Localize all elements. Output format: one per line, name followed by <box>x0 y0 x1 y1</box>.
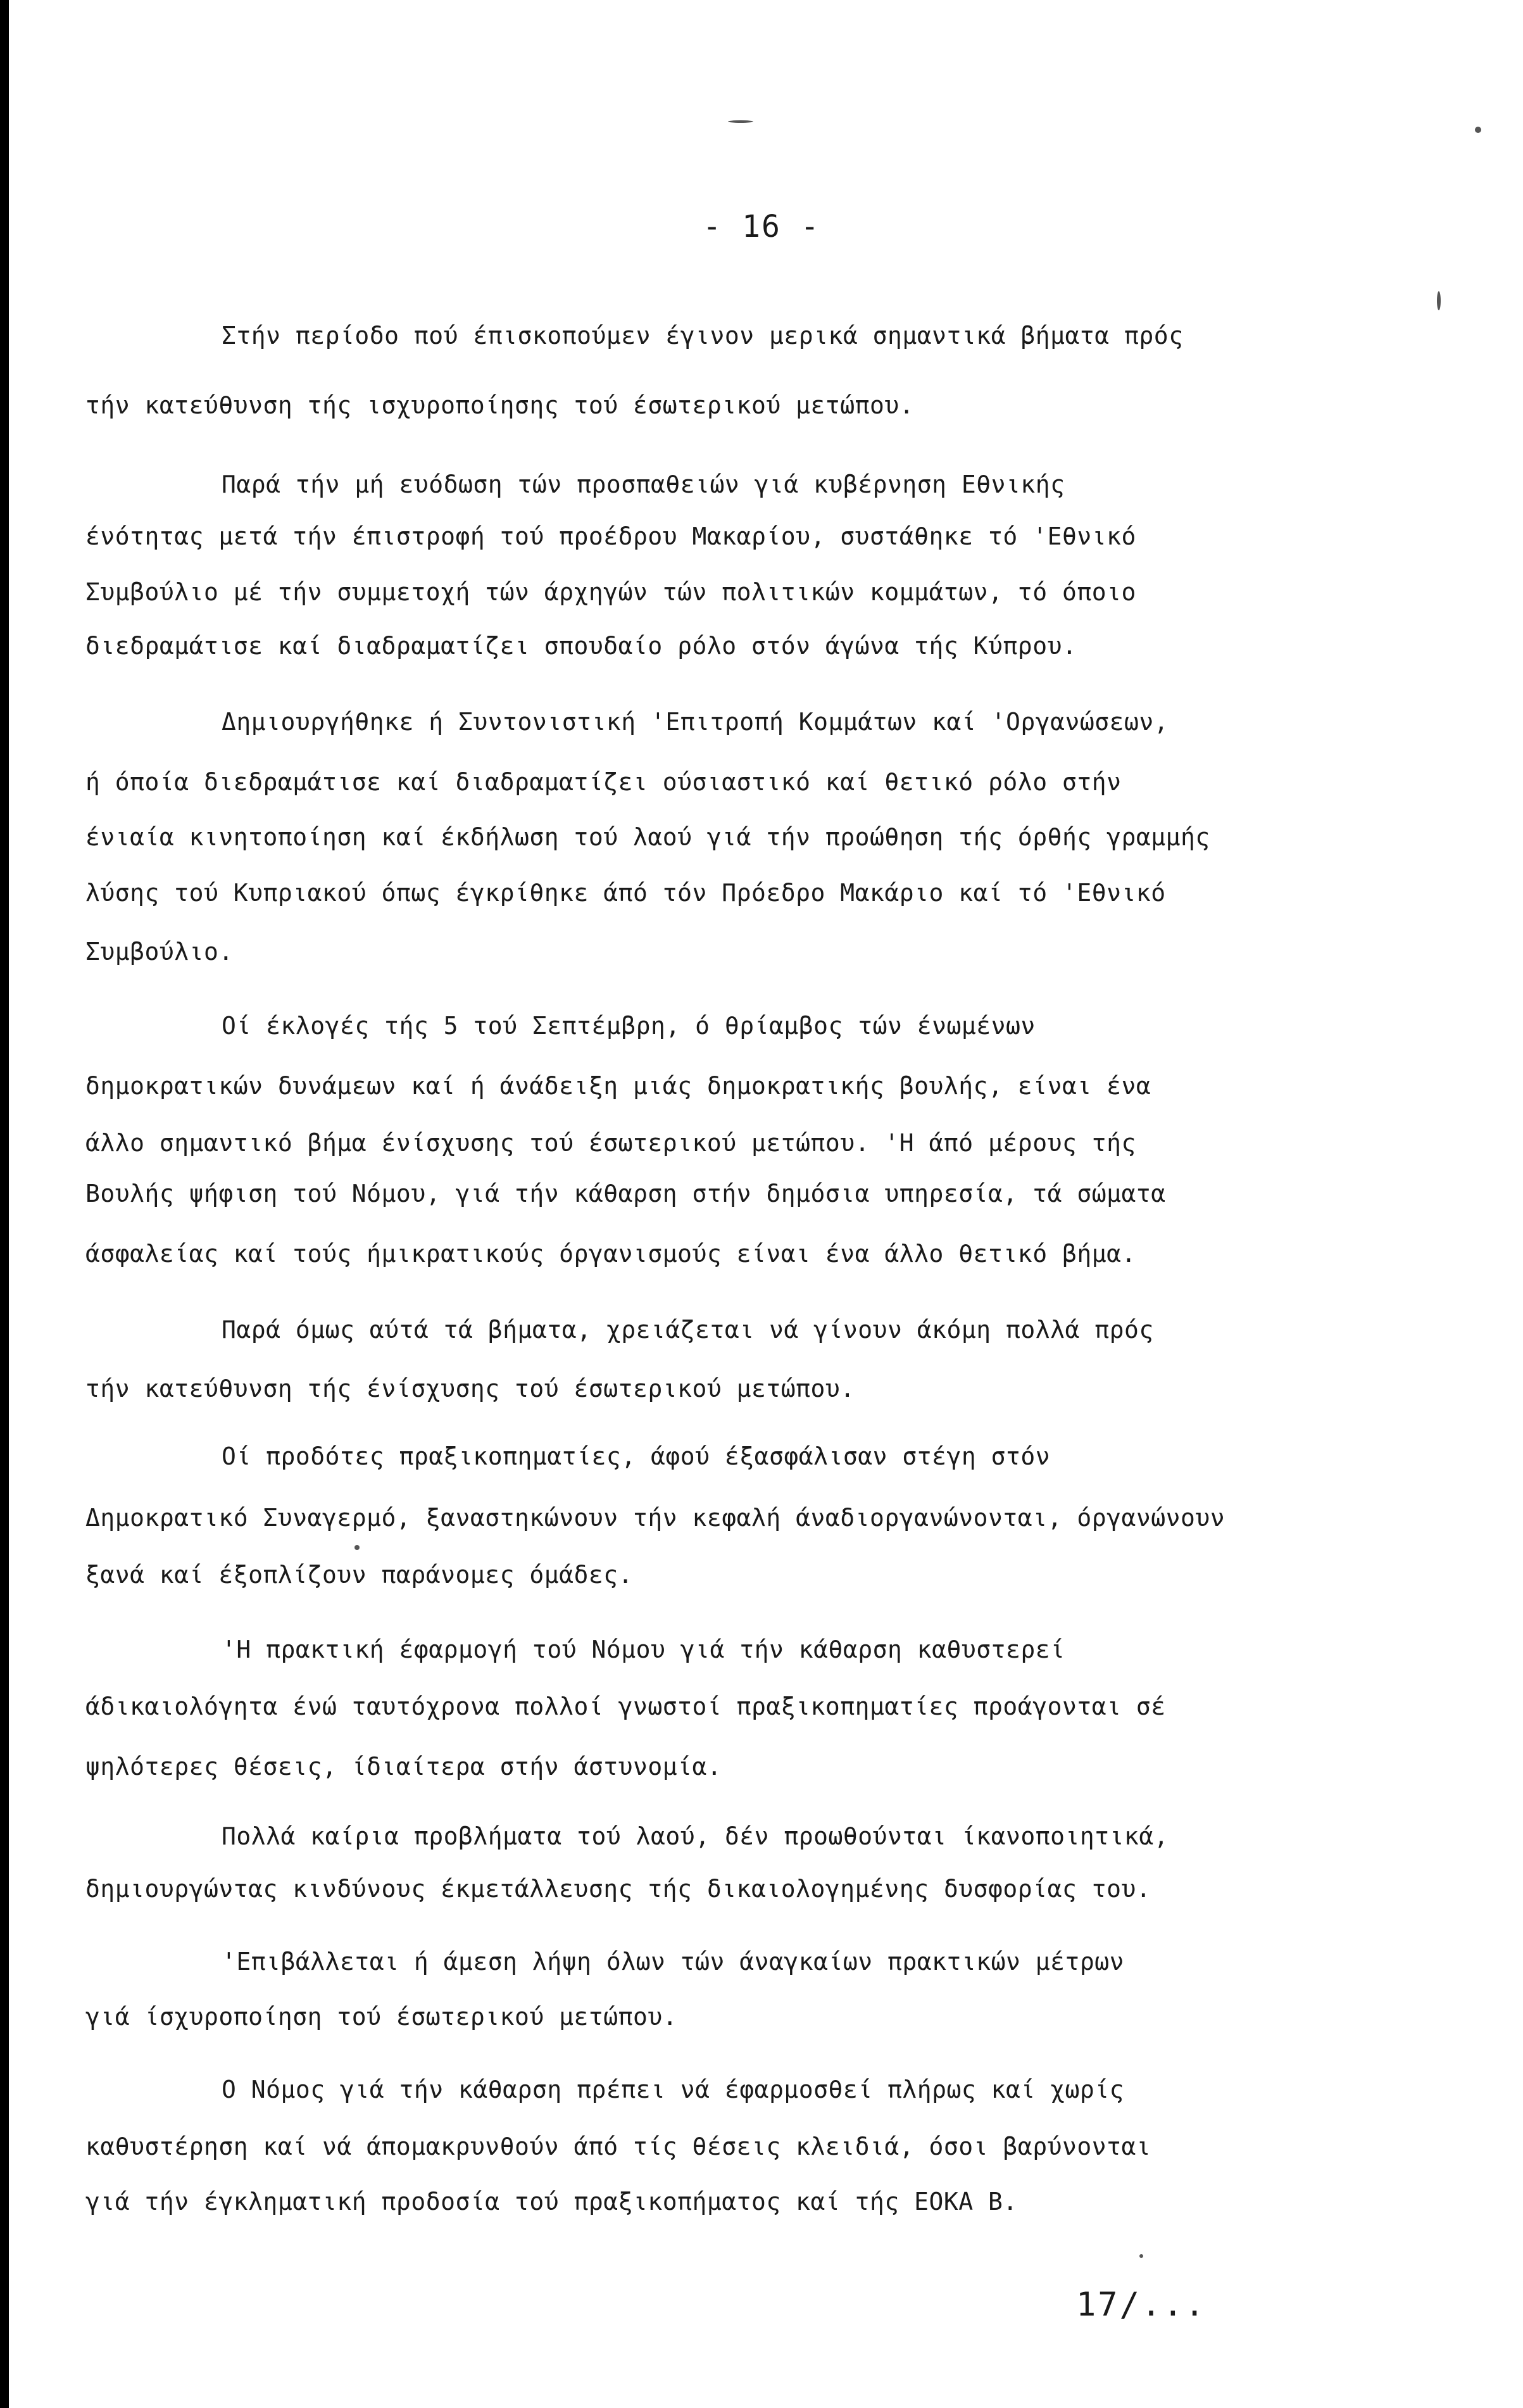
text-line: λύσης τού Κυπριακού όπως έγκρίθηκε άπό τόν Πρόεδρο Μακάριο καί τό 'Εθνικό <box>85 879 1166 907</box>
text-line: δημοκρατικών δυνάμεων καί ή άνάδειξη μιάς δημοκρατικής βουλής, είναι ένα <box>85 1072 1151 1100</box>
continuation-marker: 17/... <box>1076 2286 1206 2324</box>
text-line: 'Επιβάλλεται ή άμεση λήψη όλων τών άναγκαίων πρακτικών μέτρων <box>222 1948 1125 1976</box>
text-line: γιά τήν έγκληματική προδοσία τού πραξικοπήματος καί τής ΕΟΚΑ Β. <box>85 2188 1018 2216</box>
scan-left-edge <box>0 0 9 2408</box>
text-line: ή όποία διεδραμάτισε καί διαδραματίζει ούσιαστικό καί θετικό ρόλο στήν <box>85 768 1122 796</box>
text-line: καθυστέρηση καί νά άπομακρυνθούν άπό τίς θέσεις κλειδιά, όσοι βαρύνονται <box>85 2133 1151 2160</box>
text-line: ένιαία κινητοποίηση καί έκδήλωση τού λαού γιά τήν προώθηση τής όρθής γραμμής <box>85 823 1210 851</box>
text-line: δημιουργώντας κινδύνους έκμετάλλευσης τής δικαιολογημένης δυσφορίας του. <box>85 1875 1151 1903</box>
text-line: διεδραμάτισε καί διαδραματίζει σπουδαίο ρόλο στόν άγώνα τής Κύπρου. <box>85 632 1077 660</box>
text-line: ξανά καί έξοπλίζουν παράνομες όμάδες. <box>85 1561 633 1589</box>
text-line: Βουλής ψήφιση τού Νόμου, γιά τήν κάθαρση στήν δημόσια υπηρεσία, τά σώματα <box>85 1180 1166 1207</box>
scan-speck <box>1475 127 1481 133</box>
text-line: Δημιουργήθηκε ή Συντονιστική 'Επιτροπή Κομμάτων καί 'Οργανώσεων, <box>222 708 1169 736</box>
text-line: Οί προδότες πραξικοπηματίες, άφού έξασφάλισαν στέγη στόν <box>222 1442 1051 1470</box>
text-line: άσφαλείας καί τούς ήμικρατικούς όργανισμούς είναι ένα άλλο θετικό βήμα. <box>85 1240 1136 1268</box>
scan-speck <box>354 1545 360 1550</box>
scan-speck <box>1437 291 1441 310</box>
text-line: τήν κατεύθυνση τής ένίσχυσης τού έσωτερικού μετώπου. <box>85 1375 855 1403</box>
text-line: Συμβούλιο. <box>85 938 234 966</box>
text-line: άλλο σημαντικό βήμα ένίσχυσης τού έσωτερικού μετώπου. 'Η άπό μέρους τής <box>85 1129 1136 1157</box>
text-line: Παρά τήν μή ευόδωση τών προσπαθειών γιά κυβέρνηση Εθνικής <box>222 470 1065 498</box>
text-line: Παρά όμως αύτά τά βήματα, χρειάζεται νά γίνουν άκόμη πολλά πρός <box>222 1316 1154 1344</box>
text-line: ψηλότερες θέσεις, ίδιαίτερα στήν άστυνομία. <box>85 1753 722 1781</box>
text-line: Πολλά καίρια προβλήματα τού λαού, δέν προωθούνται ίκανοποιητικά, <box>222 1822 1169 1850</box>
text-line: γιά ίσχυροποίηση τού έσωτερικού μετώπου. <box>85 2003 678 2031</box>
text-line: Οί έκλογές τής 5 τού Σεπτέμβρη, ό θρίαμβος τών ένωμένων <box>222 1012 1036 1040</box>
scan-speck <box>1139 2254 1143 2258</box>
text-line: Ο Νόμος γιά τήν κάθαρση πρέπει νά έφαρμοσθεί πλήρως καί χωρίς <box>222 2076 1125 2103</box>
text-line: ένότητας μετά τήν έπιστροφή τού προέδρου Μακαρίου, συστάθηκε τό 'Εθνικό <box>85 522 1136 550</box>
scan-speck <box>728 120 753 123</box>
text-line: 'Η πρακτική έφαρμογή τού Νόμου γιά τήν κάθαρση καθυστερεί <box>222 1636 1065 1663</box>
page-number: - 16 - <box>703 209 820 244</box>
text-line: άδικαιολόγητα ένώ ταυτόχρονα πολλοί γνωστοί πραξικοπηματίες προάγονται σέ <box>85 1693 1166 1720</box>
text-line: Στήν περίοδο πού έπισκοπούμεν έγινον μερικά σημαντικά βήματα πρός <box>222 322 1184 350</box>
text-line: Συμβούλιο μέ τήν συμμετοχή τών άρχηγών τών πολιτικών κομμάτων, τό όποιο <box>85 578 1136 606</box>
text-line: τήν κατεύθυνση τής ισχυροποίησης τού έσωτερικού μετώπου. <box>85 391 915 419</box>
text-line: Δημοκρατικό Συναγερμό, ξαναστηκώνουν τήν κεφαλή άναδιοργανώνονται, όργανώνουν <box>85 1504 1225 1532</box>
